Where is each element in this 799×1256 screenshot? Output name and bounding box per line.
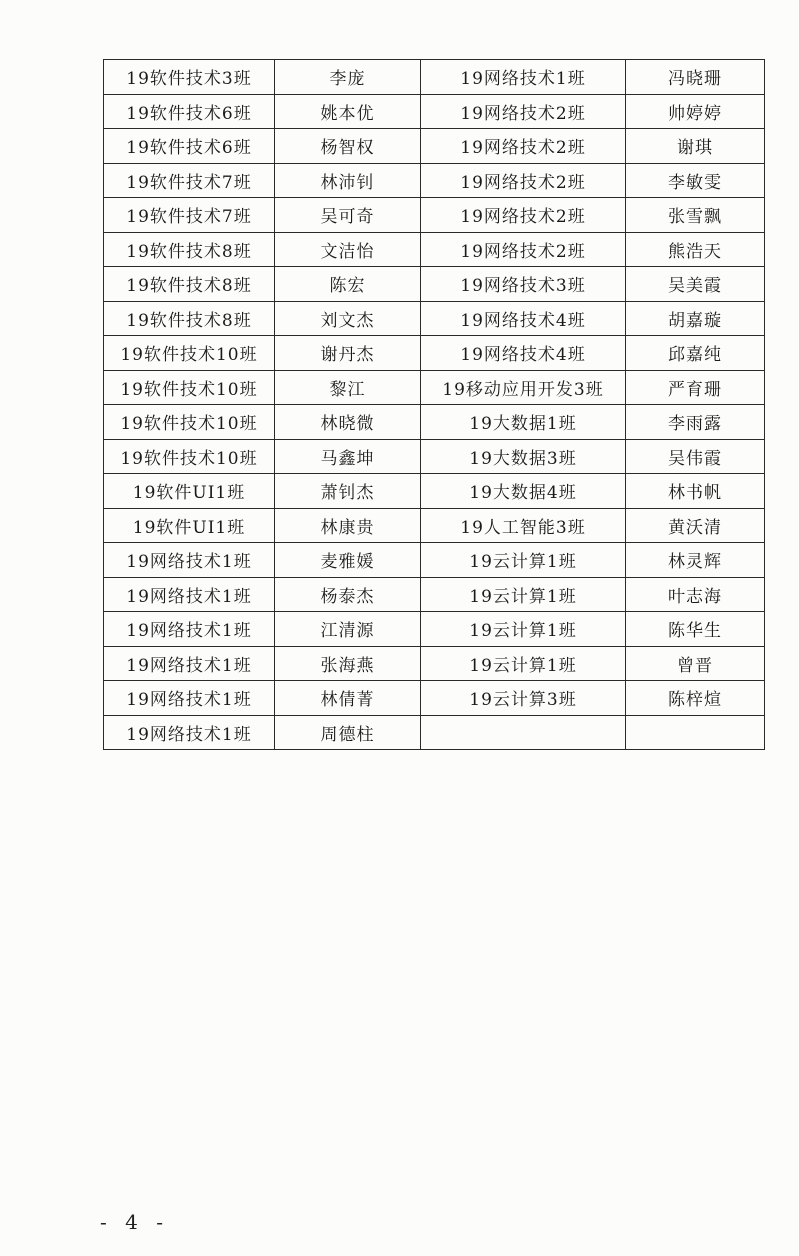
roster-table-body bbox=[104, 60, 765, 750]
table-row bbox=[104, 646, 765, 681]
student-name-cell: 熊浩天 bbox=[626, 232, 765, 267]
table-row bbox=[104, 474, 765, 509]
student-name-cell: 陈梓煊 bbox=[626, 681, 765, 716]
class-cell: 19云计算1班 bbox=[421, 646, 626, 681]
student-name-cell: 林晓微 bbox=[275, 405, 421, 440]
class-cell bbox=[421, 715, 626, 750]
class-cell: 19软件技术8班 bbox=[104, 301, 275, 336]
class-cell: 19软件技术7班 bbox=[104, 198, 275, 233]
student-name-cell: 叶志海 bbox=[626, 577, 765, 612]
class-cell: 19网络技术1班 bbox=[104, 646, 275, 681]
class-cell: 19软件技术8班 bbox=[104, 232, 275, 267]
class-cell: 19网络技术1班 bbox=[104, 681, 275, 716]
class-cell: 19网络技术4班 bbox=[421, 301, 626, 336]
table-row bbox=[104, 60, 765, 95]
class-cell: 19云计算1班 bbox=[421, 577, 626, 612]
class-cell: 19网络技术4班 bbox=[421, 336, 626, 371]
student-name-cell: 杨泰杰 bbox=[275, 577, 421, 612]
class-cell: 19软件技术7班 bbox=[104, 163, 275, 198]
class-cell: 19软件技术10班 bbox=[104, 370, 275, 405]
class-cell: 19云计算1班 bbox=[421, 543, 626, 578]
class-cell: 19移动应用开发3班 bbox=[421, 370, 626, 405]
table-row bbox=[104, 336, 765, 371]
student-name-cell: 江清源 bbox=[275, 612, 421, 647]
class-cell: 19软件UI1班 bbox=[104, 508, 275, 543]
student-name-cell: 吴可奇 bbox=[275, 198, 421, 233]
table-row bbox=[104, 94, 765, 129]
class-cell: 19软件技术10班 bbox=[104, 336, 275, 371]
class-cell: 19网络技术1班 bbox=[104, 715, 275, 750]
table-row bbox=[104, 129, 765, 164]
student-name-cell: 姚本优 bbox=[275, 94, 421, 129]
student-name-cell: 陈华生 bbox=[626, 612, 765, 647]
class-cell: 19网络技术2班 bbox=[421, 129, 626, 164]
student-name-cell: 帅婷婷 bbox=[626, 94, 765, 129]
student-name-cell: 林书帆 bbox=[626, 474, 765, 509]
table-row bbox=[104, 163, 765, 198]
student-name-cell: 谢丹杰 bbox=[275, 336, 421, 371]
table-row bbox=[104, 508, 765, 543]
table-row bbox=[104, 232, 765, 267]
class-cell: 19网络技术2班 bbox=[421, 198, 626, 233]
class-cell: 19网络技术1班 bbox=[104, 577, 275, 612]
table-row bbox=[104, 577, 765, 612]
student-name-cell: 马鑫坤 bbox=[275, 439, 421, 474]
student-name-cell: 邱嘉纯 bbox=[626, 336, 765, 371]
page-number: - 4 - bbox=[100, 1210, 169, 1234]
student-name-cell: 吴伟霞 bbox=[626, 439, 765, 474]
student-name-cell: 张海燕 bbox=[275, 646, 421, 681]
table-row bbox=[104, 543, 765, 578]
class-cell: 19软件技术10班 bbox=[104, 439, 275, 474]
class-cell: 19软件技术10班 bbox=[104, 405, 275, 440]
table-row bbox=[104, 301, 765, 336]
class-cell: 19软件UI1班 bbox=[104, 474, 275, 509]
class-cell: 19软件技术3班 bbox=[104, 60, 275, 95]
class-cell: 19云计算1班 bbox=[421, 612, 626, 647]
student-name-cell: 麦雅媛 bbox=[275, 543, 421, 578]
student-name-cell: 曾晋 bbox=[626, 646, 765, 681]
class-cell: 19大数据4班 bbox=[421, 474, 626, 509]
class-cell: 19软件技术6班 bbox=[104, 94, 275, 129]
class-cell: 19人工智能3班 bbox=[421, 508, 626, 543]
table-row bbox=[104, 681, 765, 716]
class-cell: 19软件技术8班 bbox=[104, 267, 275, 302]
student-name-cell: 李庞 bbox=[275, 60, 421, 95]
student-name-cell: 严育珊 bbox=[626, 370, 765, 405]
table-row bbox=[104, 370, 765, 405]
student-name-cell: 杨智权 bbox=[275, 129, 421, 164]
class-cell: 19网络技术2班 bbox=[421, 232, 626, 267]
student-name-cell: 黄沃清 bbox=[626, 508, 765, 543]
table-row bbox=[104, 198, 765, 233]
class-cell: 19网络技术1班 bbox=[104, 543, 275, 578]
student-name-cell bbox=[626, 715, 765, 750]
student-name-cell: 冯晓珊 bbox=[626, 60, 765, 95]
class-cell: 19大数据1班 bbox=[421, 405, 626, 440]
student-name-cell: 林康贵 bbox=[275, 508, 421, 543]
class-cell: 19云计算3班 bbox=[421, 681, 626, 716]
student-name-cell: 谢琪 bbox=[626, 129, 765, 164]
student-name-cell: 陈宏 bbox=[275, 267, 421, 302]
table-row bbox=[104, 405, 765, 440]
student-name-cell: 黎江 bbox=[275, 370, 421, 405]
class-cell: 19网络技术3班 bbox=[421, 267, 626, 302]
table-row bbox=[104, 267, 765, 302]
student-name-cell: 胡嘉璇 bbox=[626, 301, 765, 336]
table-row bbox=[104, 715, 765, 750]
student-name-cell: 张雪飘 bbox=[626, 198, 765, 233]
class-cell: 19网络技术2班 bbox=[421, 163, 626, 198]
student-name-cell: 周德柱 bbox=[275, 715, 421, 750]
student-name-cell: 李敏雯 bbox=[626, 163, 765, 198]
student-name-cell: 萧钊杰 bbox=[275, 474, 421, 509]
student-name-cell: 林倩菁 bbox=[275, 681, 421, 716]
student-name-cell: 李雨露 bbox=[626, 405, 765, 440]
table-row bbox=[104, 612, 765, 647]
class-cell: 19网络技术1班 bbox=[104, 612, 275, 647]
student-name-cell: 吴美霞 bbox=[626, 267, 765, 302]
class-cell: 19网络技术2班 bbox=[421, 94, 626, 129]
roster-table bbox=[103, 59, 765, 750]
student-name-cell: 林沛钊 bbox=[275, 163, 421, 198]
student-name-cell: 刘文杰 bbox=[275, 301, 421, 336]
class-cell: 19大数据3班 bbox=[421, 439, 626, 474]
class-cell: 19软件技术6班 bbox=[104, 129, 275, 164]
student-name-cell: 林灵辉 bbox=[626, 543, 765, 578]
student-name-cell: 文洁怡 bbox=[275, 232, 421, 267]
class-cell: 19网络技术1班 bbox=[421, 60, 626, 95]
table-row bbox=[104, 439, 765, 474]
